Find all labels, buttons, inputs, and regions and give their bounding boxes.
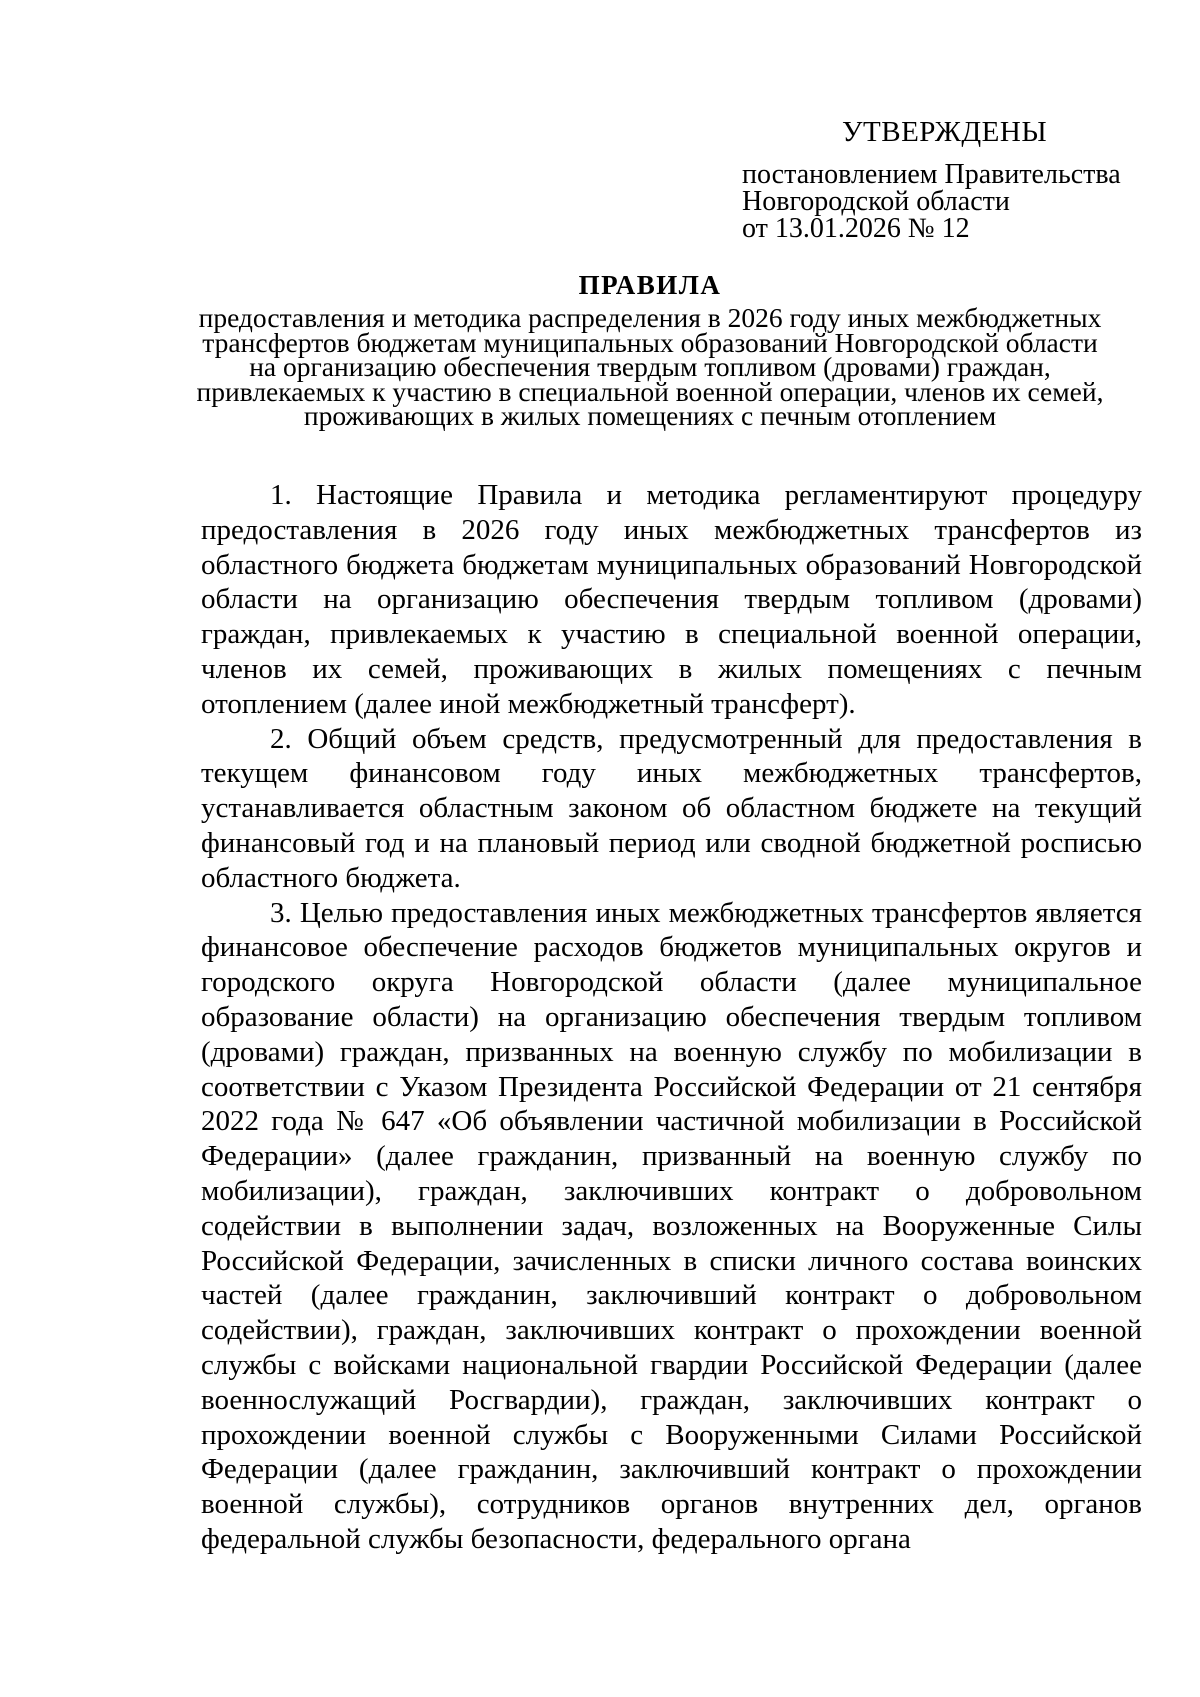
- approval-heading: УТВЕРЖДЕНЫ: [842, 116, 1048, 148]
- paragraph-3: 3. Целью предоставления иных межбюджетных трансфертов является финансовое обеспечение расходов бюджетов муниципальных округов и городского округа Новгородской области (далее муниципальное образование области) на организацию обеспечения твердым топливом (дровами) граждан, призванных на военную службу по мобилизации в соответствии с Указом Президента Российской Федерации от 21 сентября 2022 года № 647 «Об объявлении частичной мобилизации в Российской Федерации» (далее гражданин, призванный на военную службу по мобилизации), граждан, заключивших контракт о добровольном содействии в выполнении задач, возложенных на Вооруженные Силы Российской Федерации, зачисленных в списки личного состава воинских частей (далее гражданин, заключивший контракт о добровольном содействии), граждан, заключивших контракт о прохождении военной службы с войсками национальной гвардии Российской Федерации (далее военнослужащий Росгвардии), граждан, заключивших контракт о прохождении военной службы с Вооруженными Силами Российской Федерации (далее гражданин, заключивший контракт о прохождении военной службы), сотрудников органов внутренних дел, органов федеральной службы безопасности, федерального органа: [201, 896, 1142, 1555]
- document-title-block: [190, 268, 1110, 429]
- approval-stamp: [742, 115, 1162, 242]
- subtitle-line-1: предоставления и методика распределения в 2026 году иных межбюджетных: [198, 302, 1102, 333]
- document-title: ПРАВИЛА: [578, 270, 722, 300]
- subtitle-line-4: привлекаемых к участию в специальной военной операции, членов их семей,: [196, 375, 1104, 407]
- approval-line-decree: постановлением Правительства: [742, 159, 1121, 190]
- subtitle-line-2: трансфертов бюджетам муниципальных образований Новгородской области: [202, 326, 1098, 358]
- approval-line-region: Новгородской области: [742, 186, 1010, 217]
- approval-line-date: от 13.01.2026 № 12: [742, 213, 970, 244]
- paragraph-1: 1. Настоящие Правила и методика регламентируют процедуру предоставления в 2026 году иных межбюджетных трансфертов из областного бюджета бюджетам муниципальных образований Новгородской области на организацию обеспечения твердым топливом (дровами) граждан, привлекаемых к участию в специальной военной операции, членов их семей, проживающих в жилых помещениях с печным отоплением (далее иной межбюджетный трансферт).: [201, 479, 1142, 720]
- subtitle-line-5: проживающих в жилых помещениях с печным отоплением: [303, 400, 997, 431]
- subtitle-line-3: на организацию обеспечения твердым топливом (дровами) граждан,: [249, 351, 1051, 382]
- document-body: [201, 478, 1142, 1557]
- paragraph-2: 2. Общий объем средств, предусмотренный для предоставления в текущем финансовом году иных межбюджетных трансфертов, устанавливается областным законом об областном бюджете на текущий финансовый год и на плановый период или сводной бюджетной росписью областного бюджета.: [201, 722, 1142, 894]
